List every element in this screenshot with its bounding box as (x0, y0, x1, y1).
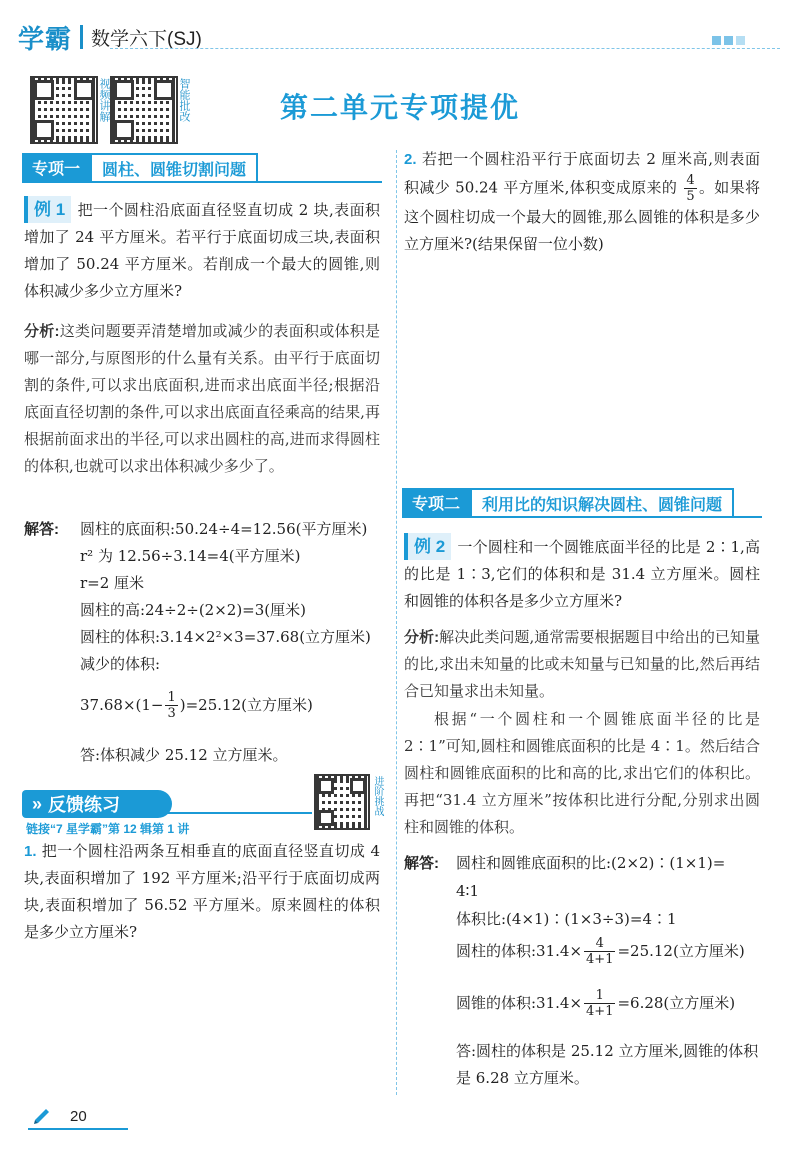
solution-line: r=2 厘米 (80, 574, 145, 592)
book-title: 数学六下(SJ) (91, 28, 202, 50)
solution-label (24, 516, 59, 543)
example1-analysis (24, 318, 380, 480)
q2-text-b: 。如果将这个圆柱切成一个最大的圆锥,那么圆锥的体积是多少立方厘米?(结果保留一位小数) (404, 178, 760, 253)
example1-tag: 例 1 (24, 196, 71, 223)
frac-den: 5 (686, 189, 695, 204)
example2-analysis-2: 根据“一个圆柱和一个圆锥底面半径的比是 2∶1”可知,圆柱和圆锥底面积的比是 4∶1。然后结合圆柱和圆锥底面积的比和高的比,求出它们的体积比。再把“31.4 立方厘米”按体积比进行分配,分别求出圆柱和圆锥的体积。 (404, 710, 760, 836)
frac-num: 4 (686, 173, 695, 188)
solution2-line1b: 4∶1 (456, 882, 479, 900)
page-number: 20 (70, 1108, 87, 1125)
cyl-fraction (584, 936, 615, 967)
solution2-label-text: 解答: (404, 855, 439, 872)
cyl-prefix: 圆柱的体积:31.4× (456, 942, 583, 960)
cone-fraction (584, 988, 615, 1019)
cylinder-volume-eq (456, 936, 745, 967)
frac-den: 4+1 (586, 1004, 614, 1019)
feedback-title-pill (22, 790, 172, 818)
solution-label-text: 解答: (24, 521, 59, 538)
cone-prefix: 圆锥的体积:31.4× (456, 994, 583, 1012)
solution-line: 减少的体积: (80, 655, 161, 673)
feedback-question-1 (24, 838, 380, 946)
example2-answer: 答:圆柱的体积是 25.12 立方厘米,圆锥的体积是 6.28 立方厘米。 (456, 1042, 759, 1087)
cone-suffix: =6.28(立方厘米) (617, 994, 736, 1012)
qr-label-video: 视频讲解 (98, 78, 110, 122)
pencil-icon (32, 1104, 52, 1124)
analysis-label: 分析: (404, 629, 440, 646)
header-square-icon (724, 36, 733, 45)
frac-num: 1 (167, 690, 176, 705)
frac-num: 4 (584, 936, 615, 952)
q1-text: 把一个圆柱沿两条互相垂直的底面直径竖直切成 4 块,表面积增加了 192 平方厘米;沿平行于底面切成两块,表面积增加了 56.52 平方厘米。原来圆柱的体积是多少立方厘米? (24, 842, 380, 941)
q1-number: 1. (24, 843, 37, 860)
header-square-icon (736, 36, 745, 45)
analysis-label: 分析: (24, 323, 60, 340)
qr-label-advanced: 进阶挑战 (372, 776, 383, 816)
analysis-text: 解决此类问题,通常需要根据题目中给出的已知量的比,求出未知量的比或未知量与已知量的比,然后再结合已知量求出未知量。 (404, 628, 760, 700)
example2-text: 一个圆柱和一个圆锥底面半径的比是 2∶1,高的比是 1∶3,它们的体积和是 31.4 立方厘米。圆柱和圆锥的体积各是多少立方厘米? (404, 538, 760, 610)
qr-label-correct: 智能批改 (178, 78, 190, 122)
solution-line: r² 为 12.56÷3.14=4(平方厘米) (80, 547, 301, 565)
frac-num: 1 (584, 988, 615, 1004)
section2-title: 利用比的知识解决圆柱、圆锥问题 (470, 488, 734, 516)
solution-line: 圆柱的高:24÷2÷(2×2)=3(厘米) (80, 601, 306, 619)
solution-line: 圆柱的体积:3.14×2²×3=37.68(立方厘米) (80, 628, 371, 646)
example1-text: 把一个圆柱沿底面直径竖直切成 2 块,表面积增加了 24 平方厘米。若平行于底面切成三块,表面积增加了 50.24 平方厘米。若削成一个最大的圆锥,则体积减少多少立方厘米? (24, 201, 380, 300)
feedback-link[interactable]: 链接“7 星学霸”第 12 辑第 1 讲 (26, 822, 190, 836)
footer-rule (28, 1128, 128, 1130)
example2-analysis (404, 624, 760, 705)
eq-left: 37.68× (80, 696, 136, 714)
solution2-label (404, 850, 439, 877)
solution2-line2: 体积比:(4×1)∶(1×3÷3)=4∶1 (456, 910, 677, 928)
section1-header (22, 153, 382, 183)
example2-tag: 例 2 (404, 533, 451, 560)
column-divider (396, 150, 397, 1095)
header-rule (110, 48, 780, 49)
section1-tag: 专项一 (22, 153, 90, 181)
solution-line: 圆柱的底面积:50.24÷4=12.56(平方厘米) (80, 520, 368, 538)
frac-den: 4+1 (586, 952, 614, 967)
brand-divider (80, 25, 83, 49)
feedback-title: 反馈练习 (48, 795, 121, 815)
analysis-text: 这类问题要弄清楚增加或减少的表面积或体积是哪一部分,与原图形的什么量有关系。由平行于底面切割的条件,可以求出底面积,进而求出底面半径;根据沿底面直径切割的条件,可以求出底面直径乘高的结果,再根据前面求出的半径,可以求出圆柱的高,进而求得圆柱的体积,也就可以求出体积减少多少了。 (24, 322, 380, 475)
eq-fraction (165, 690, 177, 721)
brand-logo: 学霸 (18, 23, 73, 54)
q2-text-a: 若把一个圆柱沿平行于底面切去 2 厘米高,则表面积减少 50.24 平方厘米,体积变成原来的 (404, 150, 760, 197)
q2-fraction (684, 173, 696, 204)
example1-answer: 答:体积减少 25.12 立方厘米。 (80, 746, 288, 764)
cone-volume-eq (456, 988, 735, 1019)
section2-header (402, 488, 762, 518)
eq-right: )=25.12(立方厘米) (179, 696, 313, 714)
solution-lines (80, 516, 380, 678)
q2-number: 2. (404, 151, 417, 168)
section2-tag: 专项二 (402, 488, 470, 516)
cyl-suffix: =25.12(立方厘米) (617, 942, 745, 960)
qr-code-advanced[interactable] (314, 774, 370, 830)
section1-title: 圆柱、圆锥切割问题 (90, 153, 258, 181)
header-square-icon (712, 36, 721, 45)
chevron-right-icon: » (32, 793, 43, 814)
volume-equation (80, 690, 313, 721)
unit-title: 第二单元专项提优 (279, 92, 520, 123)
frac-den: 3 (167, 706, 176, 721)
example2-question (404, 533, 760, 615)
question-2 (404, 146, 760, 258)
eq-paren: (1− (135, 696, 164, 714)
example1-question (24, 196, 380, 305)
solution2-line1: 圆柱和圆锥底面积的比:(2×2)∶(1×1)= (456, 854, 726, 872)
